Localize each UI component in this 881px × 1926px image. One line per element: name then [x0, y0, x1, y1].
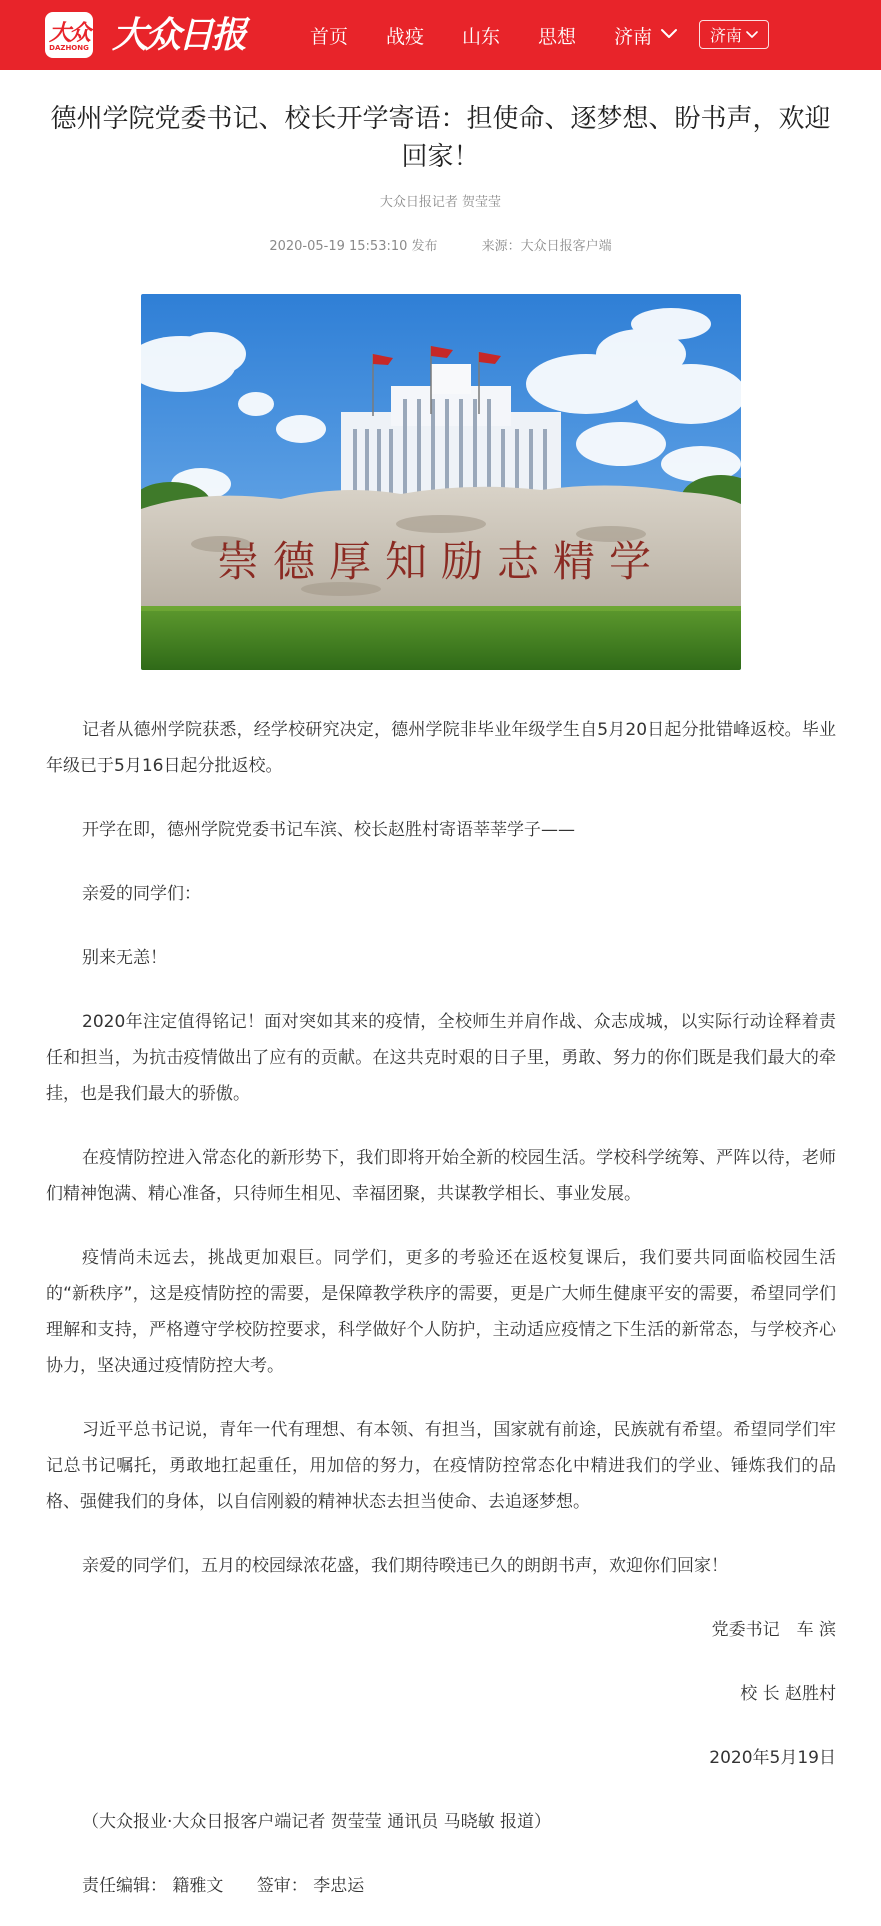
signature-party-secretary: 党委书记 车 滨 [711, 1620, 836, 1640]
top-header-bar [0, 0, 881, 70]
nav-more-chevron-icon[interactable] [660, 25, 678, 43]
campus-photo-illustration [141, 294, 741, 670]
dazhong-logo[interactable] [45, 12, 93, 58]
article-paragraph: 亲爱的同学们： [82, 884, 201, 904]
nav-item-shandong[interactable]: 山东 [462, 25, 501, 48]
article-paragraph: 2020年注定值得铭记！面对突如其来的疫情，全校师生并肩作战、众志成城，以实际行动诠释着责任和担当，为抗击疫情做出了应有的贡献。在这共克时艰的日子里，勇敢、努力的你们既是我们最大的牵挂，也是我们最大的骄傲。 [46, 1012, 836, 1104]
signature-president: 校 长 赵胜村 [740, 1684, 836, 1704]
logo-sub-text: DAZHONG [49, 44, 89, 52]
article-paragraph: 别来无恙！ [82, 948, 167, 968]
nav-item-jinan[interactable]: 济南 [614, 25, 653, 48]
logo-mark-text: 大众 [48, 20, 89, 46]
publish-datetime: 2020-05-19 15:53:10 发布 [269, 239, 438, 254]
editor-credits [46, 1868, 836, 1904]
article-paragraph: 习近平总书记说，青年一代有理想、有本领、有担当，国家就有前途，民族就有希望。希望同学们牢记总书记嘱托，勇敢地扛起重任，用加倍的努力，在疫情防控常态化中精进我们的学业、锤炼我们的品格、强健我们的身体，以自信刚毅的精神状态去担当使命、去追逐梦想。 [46, 1420, 836, 1512]
article-paragraph: 开学在即，德州学院党委书记车滨、校长赵胜村寄语莘莘学子—— [82, 820, 575, 840]
city-selector-label: 济南 [709, 26, 742, 45]
article-paragraph: 疫情尚未远去，挑战更加艰巨。同学们，更多的考验还在返校复课后，我们要共同面临校园生活的“新秩序”，这是疫情防控的需要，是保障教学秩序的需要，更是广大师生健康平安的需要，希望同学们理解和支持，严格遵守学校防控要求，科学做好个人防护，主动适应疫情之下生活的新常态，与学校齐心协力，坚决通过疫情防控大考。 [46, 1248, 836, 1376]
article-paragraph: 记者从德州学院获悉，经学校研究决定，德州学院非毕业年级学生自5月20日起分批错峰返校。毕业年级已于5月16日起分批返校。 [46, 720, 836, 776]
stone-inscription: 崇德厚知励志精学 [216, 537, 666, 586]
brand-wordmark[interactable]: 大众日报 [112, 14, 245, 56]
report-note: （大众报业·大众日报客户端记者 贺莹莹 通讯员 马晓敏 报道） [82, 1812, 552, 1832]
chevron-down-icon [746, 31, 758, 39]
article-paragraph: 在疫情防控进入常态化的新形势下，我们即将开始全新的校园生活。学校科学统筹、严阵以待，老师们精神饱满、精心准备，只待师生相见、幸福团聚，共谋教学相长、事业发展。 [46, 1148, 836, 1204]
nav-item-epidemic[interactable]: 战疫 [386, 25, 425, 48]
article-source: 来源：大众日报客户端 [481, 239, 612, 254]
responsible-editor: 责任编辑： 籍雅文 [82, 1876, 224, 1896]
article-meta [0, 235, 881, 254]
signature-date: 2020年5月19日 [709, 1748, 836, 1768]
nav-item-thought[interactable]: 思想 [538, 25, 577, 48]
main-nav [310, 0, 690, 70]
reviewer: 签审： 李忠运 [256, 1876, 365, 1896]
city-selector[interactable] [699, 20, 769, 49]
nav-item-home[interactable]: 首页 [310, 25, 349, 48]
campus-photo [141, 294, 741, 670]
article-byline: 大众日报记者 贺莹莹 [379, 195, 502, 210]
article-body [46, 712, 836, 1904]
article-paragraph: 亲爱的同学们，五月的校园绿浓花盛，我们期待暌违已久的朗朗书声，欢迎你们回家！ [82, 1556, 728, 1576]
article-title: 德州学院党委书记、校长开学寄语：担使命、逐梦想、盼书声，欢迎回家！ [50, 104, 831, 172]
